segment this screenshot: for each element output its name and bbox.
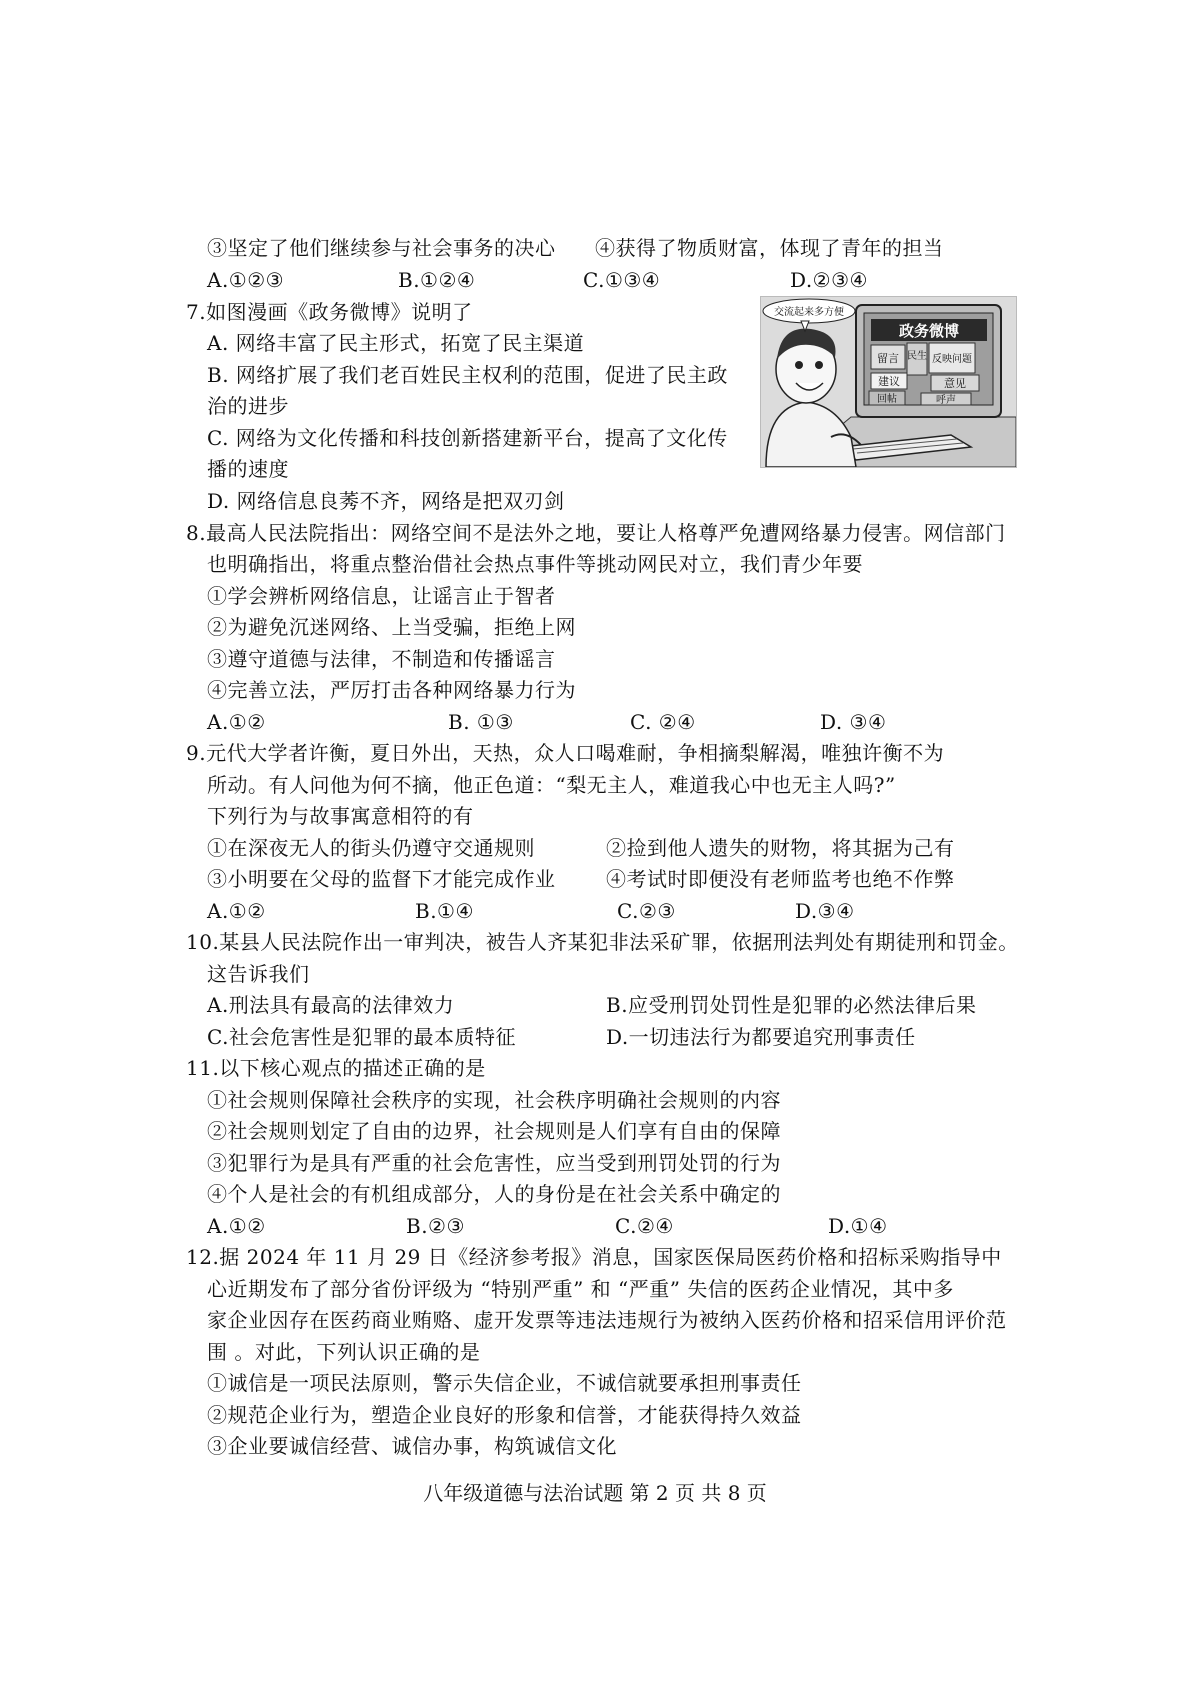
q11-option-2: ②社会规则划定了自由的边界，社会规则是人们享有自由的保障 [207, 1119, 781, 1143]
q6-option-3: ③坚定了他们继续参与社会事务的决心 [207, 236, 556, 260]
q12-option-2: ②规范企业行为，塑造企业良好的形象和信誉，才能获得持久效益 [207, 1403, 802, 1427]
q11-choice-d: D.①④ [828, 1214, 888, 1238]
q7-stem: 7.如图漫画《政务微博》说明了 [186, 300, 473, 324]
q10-option-a: A.刑法具有最高的法律效力 [207, 993, 455, 1017]
q7-option-b-line1: B. 网络扩展了我们老百姓民主权利的范围，促进了民主政 [207, 363, 728, 387]
q9-option-1: ①在深夜无人的街头仍遵守交通规则 [207, 836, 535, 860]
q9-option-3: ③小明要在父母的监督下才能完成作业 [207, 867, 556, 891]
q9-choice-c: C.②③ [617, 899, 676, 923]
q8-option-3: ③遵守道德与法律，不制造和传播谣言 [207, 647, 556, 671]
q7-option-a: A. 网络丰富了民主形式，拓宽了民主渠道 [207, 331, 585, 355]
cartoon-tag-liuyan: 留言 [877, 352, 899, 365]
q10-option-c: C.社会危害性是犯罪的最本质特征 [207, 1025, 516, 1049]
q8-stem-line1: 8.最高人民法院指出：网络空间不是法外之地，要让人格尊严免遭网络暴力侵害。网信部门 [186, 521, 1006, 545]
q11-choice-c: C.②④ [615, 1214, 674, 1238]
page-footer: 八年级道德与法治试题 第 2 页 共 8 页 [423, 1481, 767, 1505]
q12-option-3: ③企业要诚信经营、诚信办事，构筑诚信文化 [207, 1434, 617, 1458]
q12-stem-line4: 围 。对此，下列认识正确的是 [207, 1340, 481, 1364]
q8-choice-c: C. ②④ [630, 710, 696, 734]
q9-option-2: ②捡到他人遗失的财物，将其据为己有 [606, 836, 955, 860]
q9-stem-line2: 所动。有人问他为何不摘，他正色道：“梨无主人，难道我心中也无主人吗?” [207, 773, 896, 797]
q12-stem-line3: 家企业因存在医药商业贿赂、虚开发票等违法违规行为被纳入医药价格和招采信用评价范 [207, 1308, 1007, 1332]
cartoon-tag-husheng: 呼声 [936, 395, 956, 406]
q6-choice-b: B.①②④ [398, 268, 476, 292]
q6-choice-a: A.①②③ [207, 268, 285, 292]
cartoon-tag-fanying: 反映问题 [932, 354, 972, 365]
q10-stem-line1: 10.某县人民法院作出一审判决，被告人齐某犯非法采矿罪，依据刑法判处有期徒刑和罚金。 [186, 930, 1019, 954]
q8-option-1: ①学会辨析网络信息，让谣言止于智者 [207, 584, 556, 608]
cartoon-government-weibo [760, 296, 1017, 468]
q12-stem-line1: 12.据 2024 年 11 月 29 日《经济参考报》消息，国家医保局医药价格和招标采购指导中 [186, 1245, 1002, 1269]
q11-choice-a: A.①② [207, 1214, 266, 1238]
q8-option-2: ②为避免沉迷网络、上当受骗，拒绝上网 [207, 615, 576, 639]
q9-option-4: ④考试时即便没有老师监考也绝不作弊 [606, 867, 955, 891]
q7-option-b-line2: 治的进步 [207, 394, 289, 418]
q10-option-b: B.应受刑罚处罚性是犯罪的必然法律后果 [606, 993, 977, 1017]
q12-option-1: ①诚信是一项民法原则，警示失信企业，不诚信就要承担刑事责任 [207, 1371, 802, 1395]
q7-option-c-line1: C. 网络为文化传播和科技创新搭建新平台，提高了文化传 [207, 426, 728, 450]
q8-choice-b: B. ①③ [448, 710, 514, 734]
q8-stem-line2: 也明确指出，将重点整治借社会热点事件等挑动网民对立，我们青少年要 [207, 552, 863, 576]
q9-stem-line3: 下列行为与故事寓意相符的有 [207, 804, 474, 828]
q8-option-4: ④完善立法，严厉打击各种网络暴力行为 [207, 678, 576, 702]
cartoon-tag-minsheng: 民生 [907, 351, 927, 362]
q7-option-d: D. 网络信息良莠不齐，网络是把双刃剑 [207, 489, 565, 513]
q12-stem-line2: 心近期发布了部分省份评级为 “特别严重” 和 “严重” 失信的医药企业情况，其中多 [207, 1277, 954, 1301]
q9-stem-line1: 9.元代大学者许衡，夏日外出，天热，众人口喝难耐，争相摘梨解渴，唯独许衡不为 [186, 741, 945, 765]
q9-choice-a: A.①② [207, 899, 266, 923]
q7-option-c-line2: 播的速度 [207, 457, 289, 481]
cartoon-tag-huitie: 回帖 [877, 394, 897, 405]
q11-option-3: ③犯罪行为是具有严重的社会危害性，应当受到刑罚处罚的行为 [207, 1151, 781, 1175]
q6-option-4: ④获得了物质财富，体现了青年的担当 [595, 236, 944, 260]
q11-stem: 11.以下核心观点的描述正确的是 [186, 1056, 486, 1080]
q11-option-1: ①社会规则保障社会秩序的实现，社会秩序明确社会规则的内容 [207, 1088, 781, 1112]
q10-stem-line2: 这告诉我们 [207, 962, 310, 986]
cartoon-tag-yijian: 意见 [944, 377, 966, 390]
q10-option-d: D.一切违法行为都要追究刑事责任 [606, 1025, 916, 1049]
q11-option-4: ④个人是社会的有机组成部分，人的身份是在社会关系中确定的 [207, 1182, 781, 1206]
q9-choice-d: D.③④ [795, 899, 855, 923]
q8-choice-a: A.①② [207, 710, 266, 734]
cartoon-tag-jianyi: 建议 [878, 375, 900, 388]
q11-choice-b: B.②③ [406, 1214, 465, 1238]
cartoon-screen-title: 政务微博 [898, 322, 960, 340]
q6-choice-d: D.②③④ [790, 268, 868, 292]
q8-choice-d: D. ③④ [820, 710, 887, 734]
q6-choice-c: C.①③④ [583, 268, 661, 292]
cartoon-speech-bubble: 交流起来多方便 [774, 307, 844, 318]
q9-choice-b: B.①④ [415, 899, 474, 923]
